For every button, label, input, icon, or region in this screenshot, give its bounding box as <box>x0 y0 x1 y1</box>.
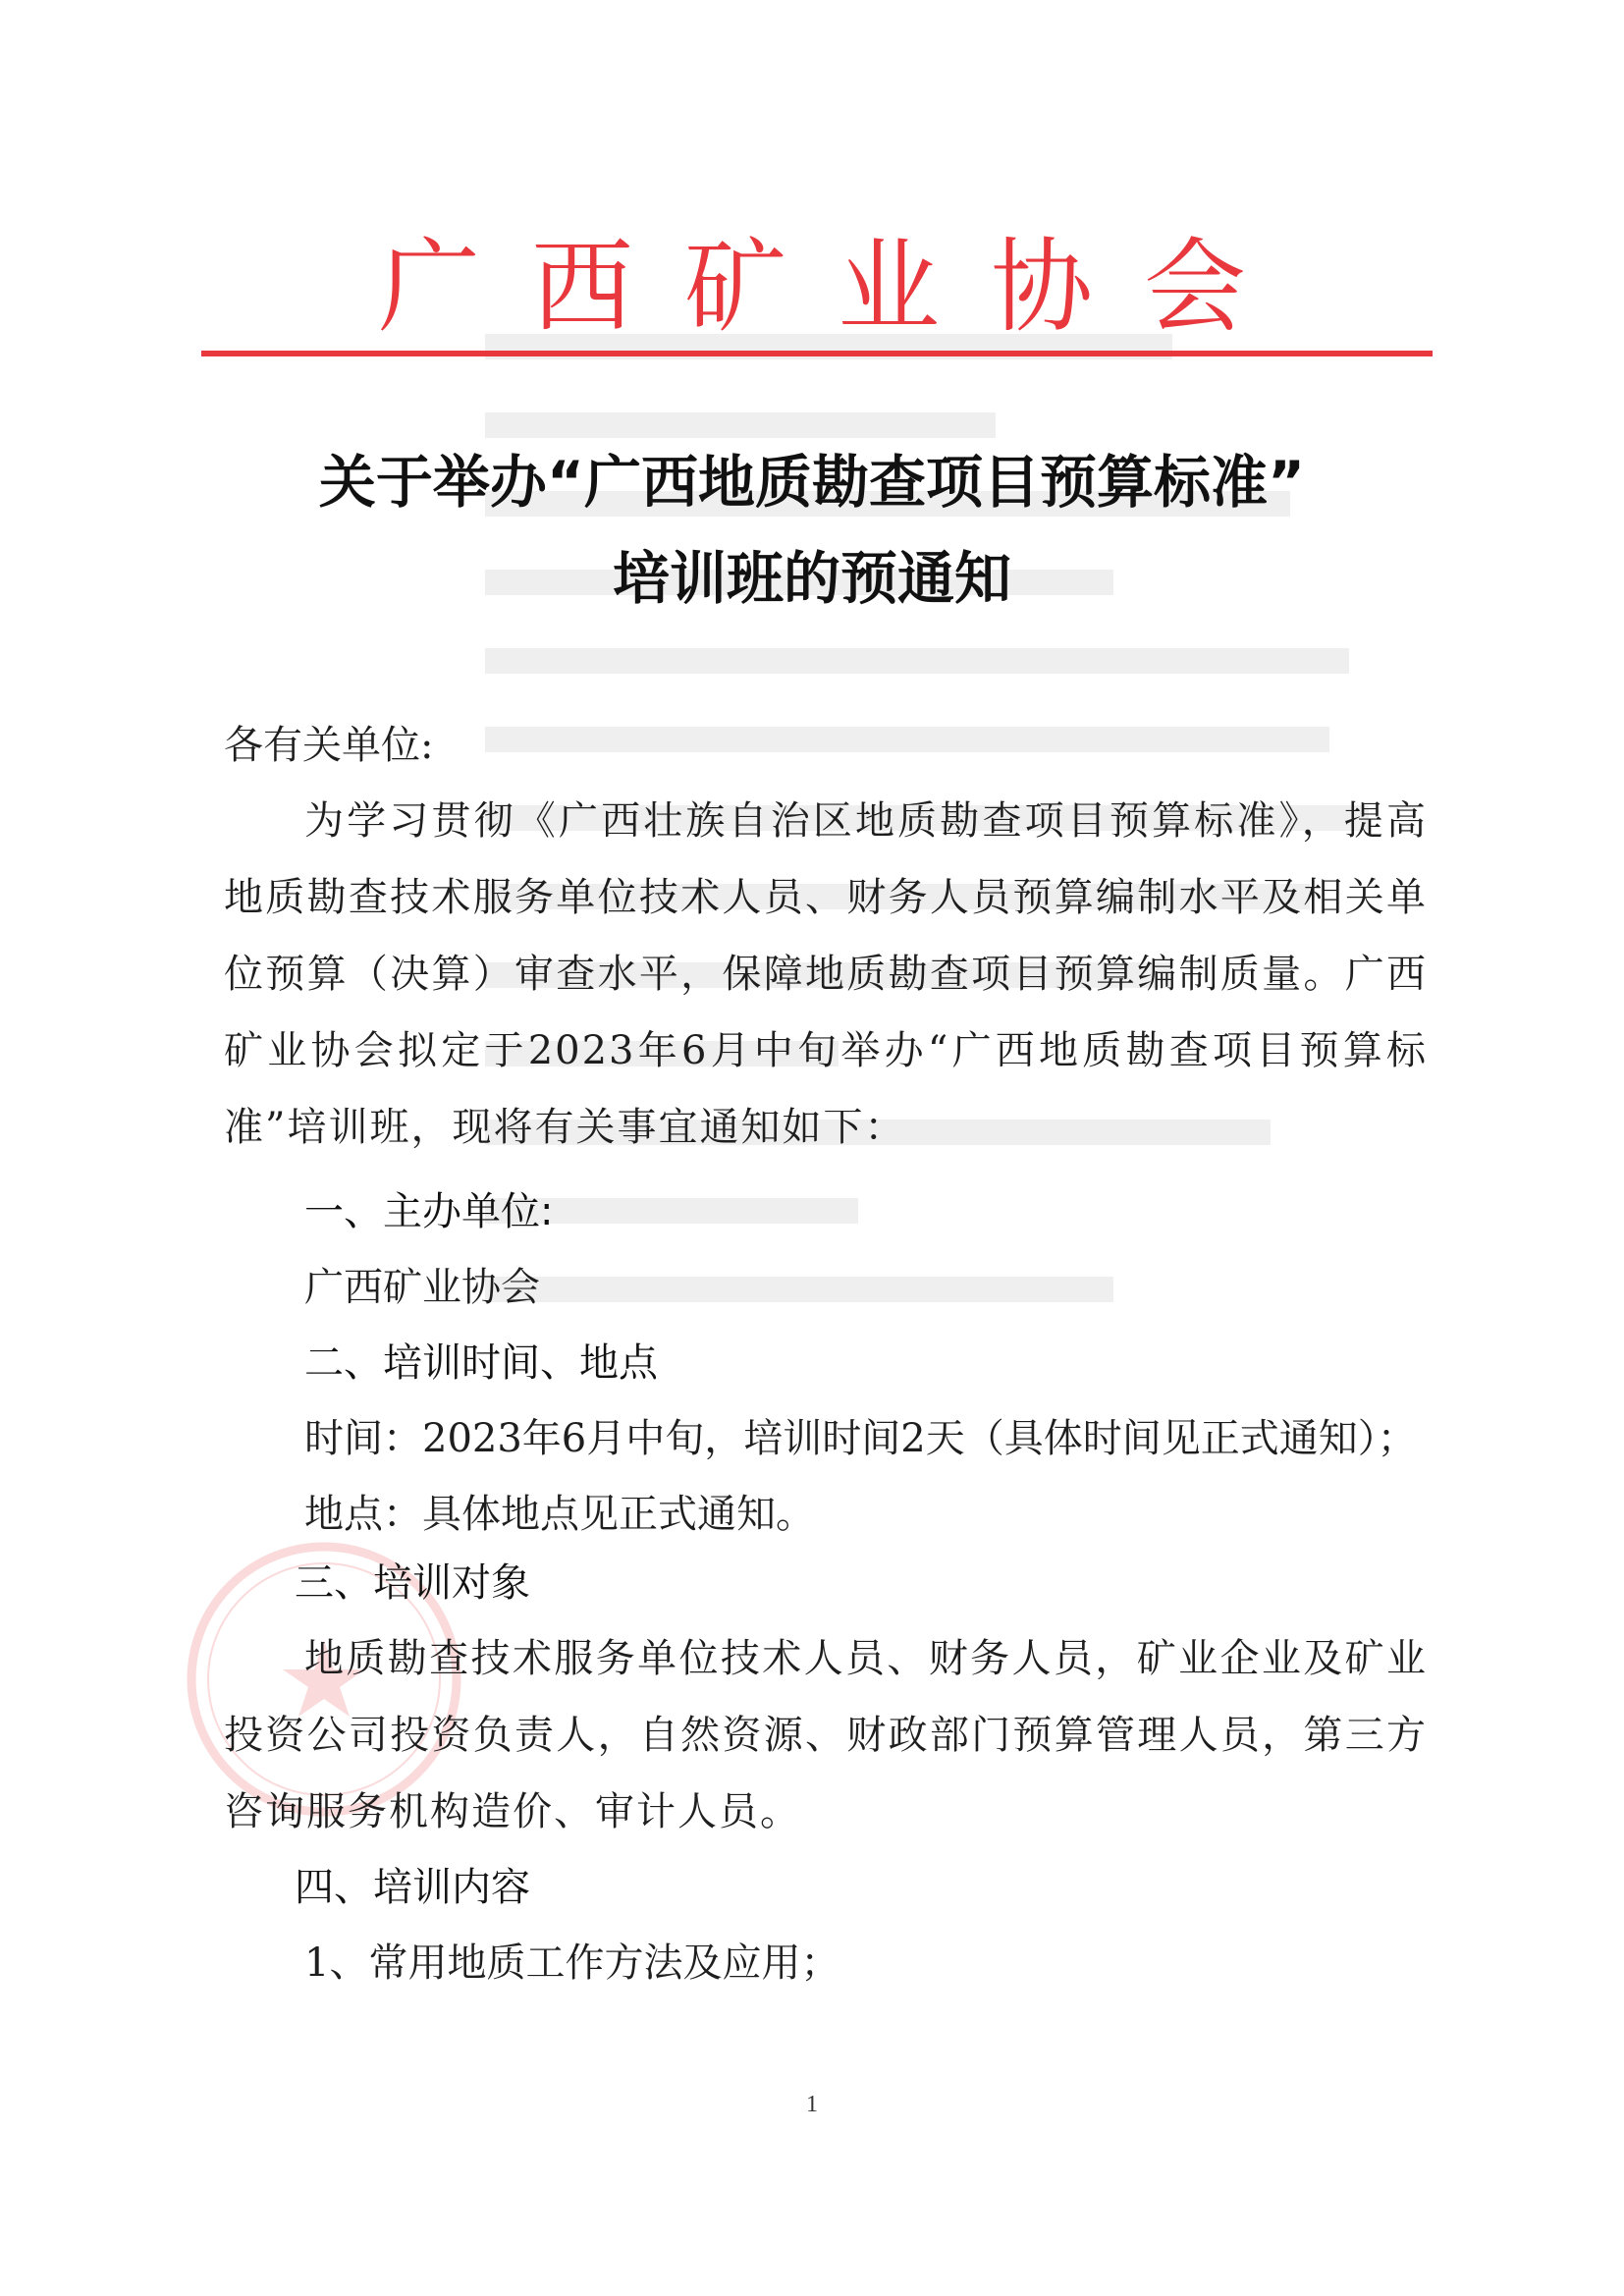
training-place: 地点：具体地点见正式通知。 <box>304 1492 815 1537</box>
document-title-line-1: 关于举办“广西地质勘查项目预算标准” <box>318 449 1306 516</box>
document-title-line-2: 培训班的预通知 <box>612 545 1011 612</box>
content-item-1: 1、常用地质工作方法及应用； <box>304 1941 840 1986</box>
section-heading-audience: 三、培训对象 <box>295 1560 530 1606</box>
section-heading-time-place: 二、培训时间、地点 <box>304 1340 658 1386</box>
letterhead-org-name: 广西矿业协会 <box>377 227 1297 347</box>
salutation: 各有关单位: <box>224 723 434 768</box>
training-time: 时间：2023年6月中旬，培训时间2天（具体时间见正式通知）； <box>304 1416 1417 1461</box>
section-heading-organizer: 一、主办单位: <box>304 1189 554 1234</box>
letterhead-red-rule <box>201 351 1433 356</box>
audience-content: 地质勘查技术服务单位技术人员、财务人员，矿业企业及矿业投资公司投资负责人，自然资源、财政部门预算管理人员，第三方咨询服务机构造价、审计人员。 <box>224 1636 1428 1834</box>
section-heading-content: 四、培训内容 <box>295 1865 530 1910</box>
page-number: 1 <box>806 2092 818 2117</box>
organizer-content: 广西矿业协会 <box>304 1265 540 1310</box>
intro-paragraph: 为学习贯彻《广西壮族自治区地质勘查项目预算标准》，提高地质勘查技术服务单位技术人员、财务人员预算编制水平及相关单位预算（决算）审查水平，保障地质勘查项目预算编制质量。广西矿业协会拟定于2023年6月中旬举办“广西地质勘查项目预算标准”培训班，现将有关事宜通知如下： <box>224 798 1428 1150</box>
